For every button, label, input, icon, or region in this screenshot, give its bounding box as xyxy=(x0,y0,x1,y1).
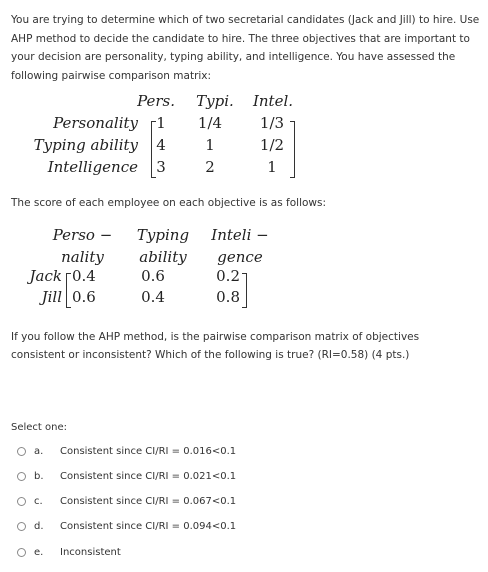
col-header-intelligence-2: gence xyxy=(217,248,263,266)
col-header-personality-1: Perso − xyxy=(52,226,113,244)
matrix-cell: 0.2 xyxy=(216,267,240,285)
matrix-cell: 0.6 xyxy=(141,267,165,285)
option-d[interactable] xyxy=(17,519,236,533)
matrix-cell: 1 xyxy=(156,114,166,132)
row-label-intelligence: Intelligence xyxy=(47,158,138,176)
matrix-cell: 0.6 xyxy=(72,288,96,306)
matrix-cell: 0.4 xyxy=(141,288,165,306)
option-text: Consistent since CI/RI = 0.094<0.1 xyxy=(60,520,237,532)
radio-button[interactable] xyxy=(17,497,26,506)
option-letter: e. xyxy=(34,546,44,558)
option-text: Inconsistent xyxy=(60,546,121,558)
matrix-cell: 1 xyxy=(267,158,277,176)
option-a[interactable] xyxy=(17,444,236,458)
option-c[interactable] xyxy=(17,494,236,508)
radio-button[interactable] xyxy=(17,522,26,531)
radio-button[interactable] xyxy=(17,447,26,456)
employee-scores-matrix xyxy=(20,222,290,312)
option-b[interactable] xyxy=(17,469,236,483)
col-header-typing-1: Typing xyxy=(136,226,190,244)
matrix-cell: 1/3 xyxy=(259,114,285,132)
col-header-typing-2: ability xyxy=(139,248,187,266)
question-intro: You are trying to determine which of two secretarial candidates (Jack and Jill) to hire. Use AHP method to decide the candidate to hire. The three objectives that are important to your decision are personality, typing ability, and intelligence. You have assessed the following pairwise comparison matrix: xyxy=(11,14,480,82)
scores-intro: The score of each employee on each objective is as follows: xyxy=(11,197,327,209)
col-header-pers: Pers. xyxy=(137,92,175,110)
row-label-typing-ability: Typing ability xyxy=(33,136,138,154)
option-letter: a. xyxy=(34,445,44,457)
matrix-cell: 0.8 xyxy=(216,288,240,306)
row-label-personality: Personality xyxy=(53,114,138,132)
matrix-cell: 1/2 xyxy=(259,136,285,154)
matrix-cell: 4 xyxy=(156,136,166,154)
pairwise-comparison-matrix xyxy=(30,90,300,190)
option-text: Consistent since CI/RI = 0.021<0.1 xyxy=(60,470,237,482)
option-letter: d. xyxy=(34,520,44,532)
matrix-cell: 1/4 xyxy=(197,114,223,132)
matrix-cell: 2 xyxy=(205,158,215,176)
matrix-cell: 3 xyxy=(156,158,166,176)
col-header-intel: Intel. xyxy=(252,92,294,110)
option-text: Consistent since CI/RI = 0.067<0.1 xyxy=(60,495,237,507)
option-letter: b. xyxy=(34,470,44,482)
question-text: If you follow the AHP method, is the pairwise comparison matrix of objectives consistent or inconsistent? Which of the following is true? (RI=0.58) (4 pts.) xyxy=(11,331,420,361)
matrix-cell: 0.4 xyxy=(72,267,96,285)
right-bracket xyxy=(242,273,247,308)
col-header-typi: Typi. xyxy=(196,92,234,110)
radio-button[interactable] xyxy=(17,472,26,481)
row-label-jack: Jack xyxy=(29,267,62,285)
row-label-jill: Jill xyxy=(41,288,62,306)
option-letter: c. xyxy=(34,495,43,507)
option-e[interactable] xyxy=(17,545,121,559)
select-one-label: Select one: xyxy=(11,422,68,433)
col-header-personality-2: nality xyxy=(61,248,104,266)
col-header-intelligence-1: Inteli − xyxy=(211,226,269,244)
matrix-cell: 1 xyxy=(205,136,215,154)
option-text: Consistent since CI/RI = 0.016<0.1 xyxy=(60,445,237,457)
left-bracket xyxy=(66,273,71,308)
radio-button[interactable] xyxy=(17,548,26,557)
